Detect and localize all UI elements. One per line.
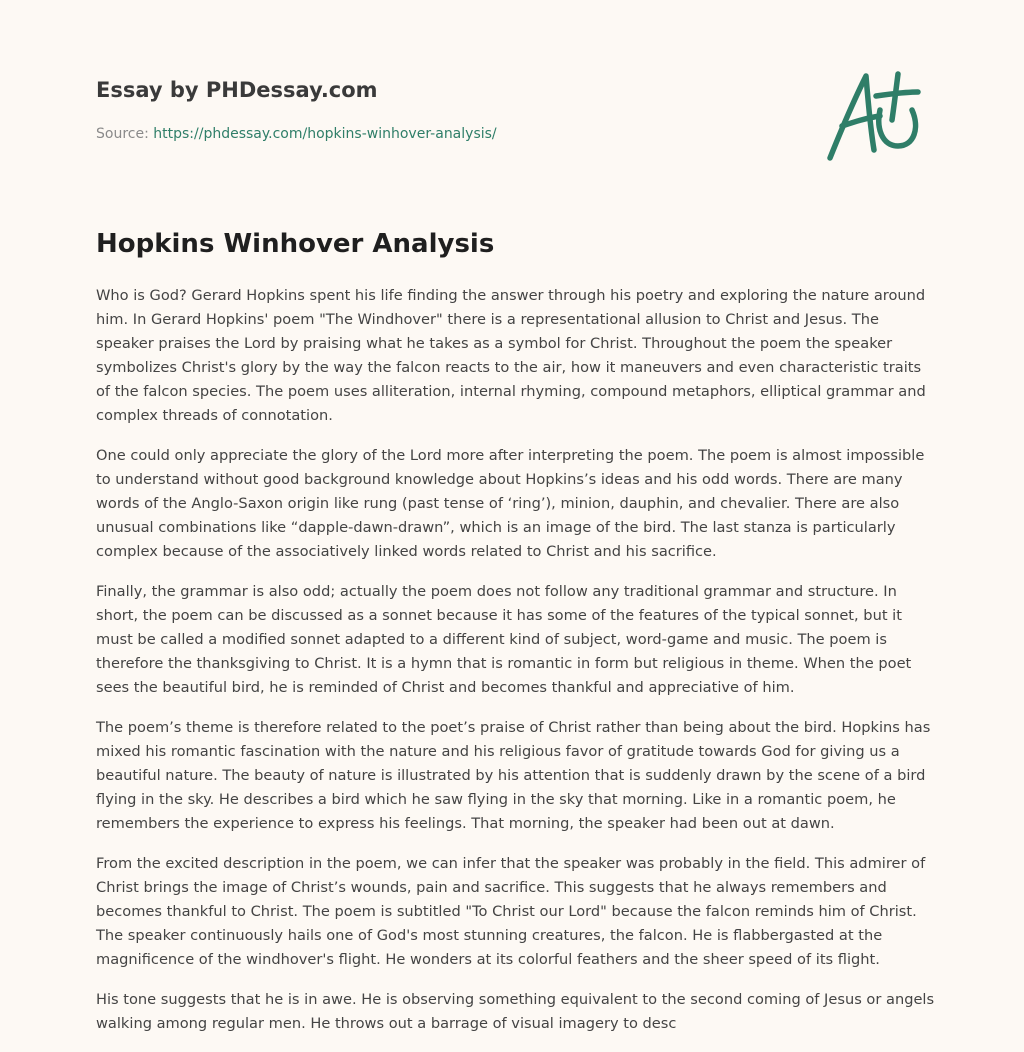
essay-paragraph: One could only appreciate the glory of the Lord more after interpreting the poem. The poem is almost impossible to understand without good background knowledge about Hopkins’s ideas and his odd words. There are many words of the Anglo-Saxon origin like rung (past tense of ‘ring’), minion, dauphin, and chevalier. There are also unusual combinations like “dapple-dawn-drawn”, which is an image of the bird. The last stanza is particularly complex because of the associatively linked words related to Christ and his sacrifice. — [96, 447, 925, 560]
essay-title: Hopkins Winhover Analysis — [96, 229, 495, 259]
source-label: Source: — [96, 126, 154, 142]
site-title: Essay by PHDessay.com — [96, 78, 378, 102]
a-plus-logo-icon — [820, 66, 930, 166]
source-line — [96, 124, 696, 144]
essay-paragraph: Who is God? Gerard Hopkins spent his life finding the answer through his poetry and exploring the nature around him. In Gerard Hopkins' poem "The Windhover" there is a representational allusion to Christ and Jesus. The speaker praises the Lord by praising what he takes as a symbol for Christ. Throughout the poem the speaker symbolizes Christ's glory by the way the falcon reacts to the air, how it maneuvers and even characteristic traits of the falcon species. The poem uses alliteration, internal rhyming, compound metaphors, elliptical grammar and complex threads of connotation. — [96, 287, 926, 424]
essay-paragraph: From the excited description in the poem, we can infer that the speaker was probably in the field. This admirer of Christ brings the image of Christ’s wounds, pain and sacrifice. This suggests that he always remembers and becomes thankful to Christ. The poem is subtitled "To Christ our Lord" because the falcon reminds him of Christ. The speaker continuously hails one of God's most stunning creatures, the falcon. He is flabbergasted at the magnificence of the windhover's flight. He wonders at its colorful feathers and the sheer speed of its flight. — [96, 855, 926, 968]
source-link[interactable]: https://phdessay.com/hopkins-winhover-analysis/ — [153, 126, 497, 142]
essay-header — [96, 76, 696, 144]
essay-paragraph: His tone suggests that he is in awe. He is observing something equivalent to the second coming of Jesus or angels walking among regular men. He throws out a barrage of visual imagery to desc — [96, 991, 935, 1032]
essay-paragraph: Finally, the grammar is also odd; actually the poem does not follow any traditional grammar and structure. In short, the poem can be discussed as a sonnet because it has some of the features of the typical sonnet, but it must be called a modified sonnet adapted to a different kind of subject, word-game and music. The poem is therefore the thanksgiving to Christ. It is a hymn that is romantic in form but religious in theme. When the poet sees the beautiful bird, he is reminded of Christ and becomes thankful and appreciative of him. — [96, 583, 912, 696]
essay-paragraph: The poem’s theme is therefore related to the poet’s praise of Christ rather than being about the bird. Hopkins has mixed his romantic fascination with the nature and his religious favor of gratitude towards God for giving us a beautiful nature. The beauty of nature is illustrated by his attention that is suddenly drawn by the scene of a bird flying in the sky. He describes a bird which he saw flying in the sky that morning. Like in a romantic poem, he remembers the experience to express his feelings. That morning, the speaker had been out at dawn. — [96, 719, 931, 832]
essay-body — [96, 284, 936, 1052]
